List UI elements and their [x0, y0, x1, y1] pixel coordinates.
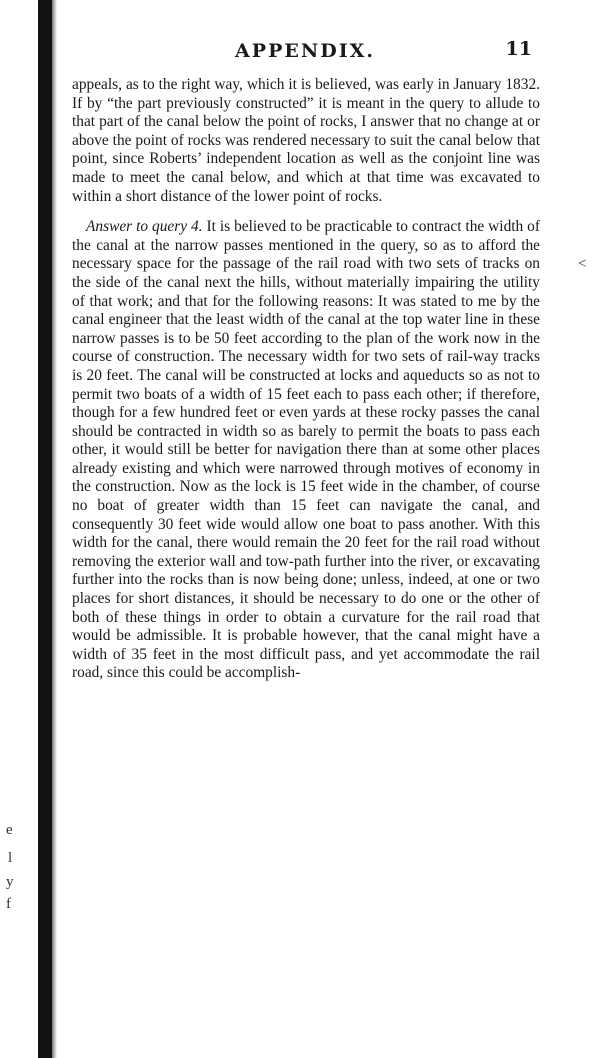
book-binding-shadow — [38, 0, 52, 1058]
page-header — [70, 40, 540, 68]
paragraph-2-lead: Answer to query 4. — [86, 218, 203, 236]
paragraph-2 — [72, 218, 540, 683]
paragraph-2-text: It is believed to be practicable to contract the width of the canal at the narrow passes mentioned in the query, so as to afford the necessary space for the passage of the rail road with two sets of tracks on the side of the canal next the hills, without materially impairing the utility of that work; and that for the following reasons: It was stated to me by the canal engineer that the least width of the canal at the top water line in these narrow passes is to be 50 feet according to the plan of the work now in the course of construction. The necessary width for two sets of rail-way tracks is 20 feet. The canal will be constructed at locks and aqueducts so as not to permit two boats of a width of 15 feet each to pass each other; if therefore, though for a few hundred feet or even yards at these rocky passes the canal should be contracted in width so as barely to permit the boats to pass each other, it would still be better for navigation there than at some other places already existing and which were narrowed through motives of economy in the construction. Now as the lock is 15 feet wide in the chamber, of course no boat of greater width than 15 feet can navigate the canal, and consequently 30 feet wide would allow one boat to pass another. With this width for the canal, there would remain the 20 feet for the rail road without removing the exterior wall and tow-path further into the river, or excavating further into the rocks than is now being done; unless, indeed, at one or two places for short distances, it should be necessary to do one or the other of both of these things in order to obtain a curvature for the rail road that would be admissible. It is probable however, that the canal might have a width of 35 feet in the most difficult pass, and yet accommodate the rail road, since this could be accomplish- — [72, 218, 540, 682]
page-number: 11 — [505, 38, 532, 60]
margin-mark-1: e — [6, 822, 13, 838]
paragraph-1: appeals, as to the right way, which it is believed, was early in January 1832. If by “the part previously constructed” it is meant in the query to allude to that part of the canal below the point of rocks, I answer that no change at or above the point of rocks was rendered necessary to suit the canal below that point, since Roberts’ independent location as well as the conjoint line was made to meet the canal below, and which at that time was excavated to within a short distance of the lower point of rocks. — [72, 76, 540, 205]
margin-mark-3: y — [6, 874, 14, 890]
running-head: APPENDIX. — [235, 40, 375, 62]
margin-bracket-mark: < — [578, 256, 587, 272]
body-text — [72, 76, 540, 683]
gutter-gradient — [52, 0, 57, 1058]
margin-mark-4: f — [6, 896, 11, 912]
margin-mark-2: l — [8, 850, 13, 866]
